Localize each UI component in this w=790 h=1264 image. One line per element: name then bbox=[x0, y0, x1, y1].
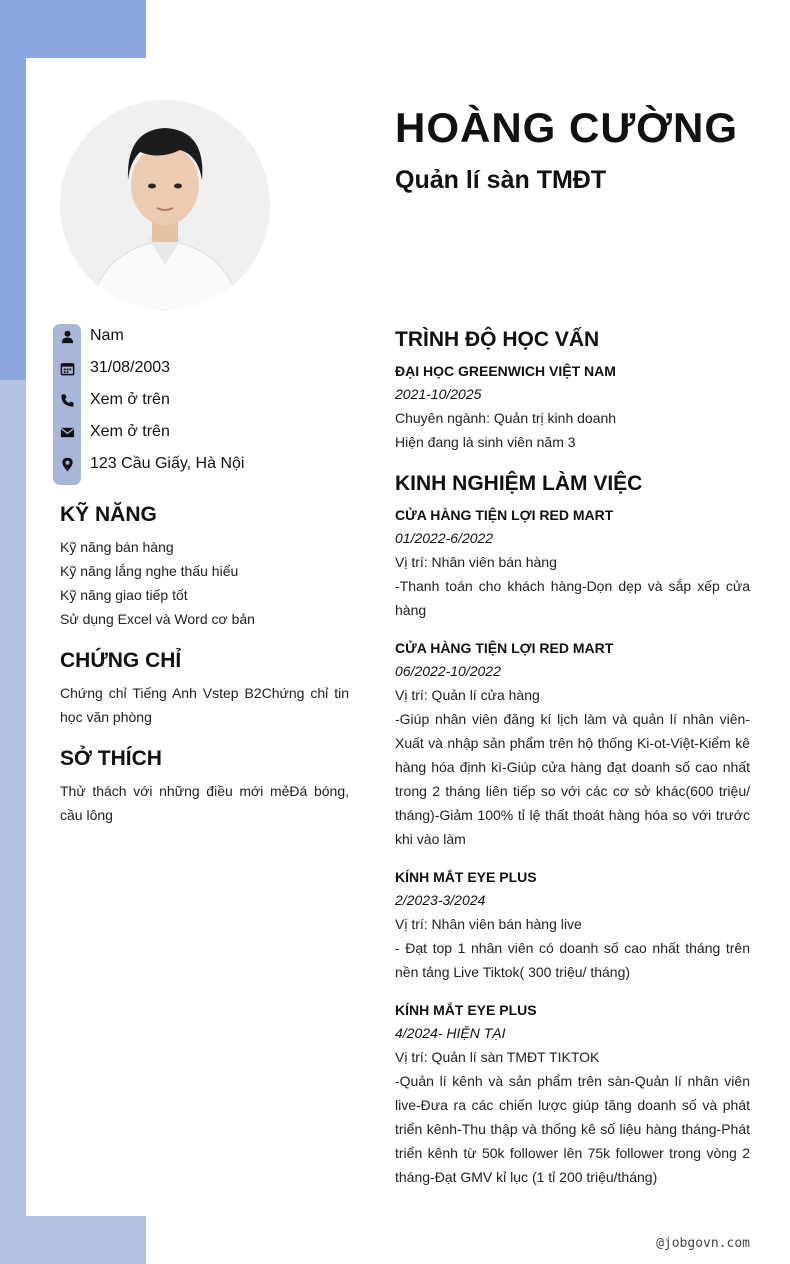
contact-phone bbox=[53, 384, 170, 416]
contact-address bbox=[53, 448, 244, 480]
job-period: 06/2022-10/2022 bbox=[395, 663, 501, 679]
job-company: KÍNH MẮT EYE PLUS bbox=[395, 1002, 537, 1018]
contact-birthdate bbox=[53, 352, 170, 384]
profile-photo bbox=[60, 100, 270, 310]
school-name: ĐẠI HỌC GREENWICH VIỆT NAM bbox=[395, 363, 616, 379]
skill-item: Kỹ năng giao tiếp tốt bbox=[60, 587, 188, 603]
education-period: 2021-10/2025 bbox=[395, 386, 482, 402]
job-details: -Quản lí kênh và sản phẩm trên sàn-Quản lí nhân viên live-Đưa ra các chiến lược giúp tăng doanh số và phát triển kênh-Thu thập và thống kê số liệu hàng tháng-Phát triển kênh từ 50k follower lên 75k follower trong vòng 2 tháng-Đạt GMV kỉ lục (1 tỉ 200 triệu/tháng) bbox=[395, 1073, 750, 1185]
phone-text: Xem ở trên bbox=[90, 391, 170, 408]
location-pin-icon bbox=[53, 457, 81, 472]
hobbies-text: Thử thách với những điều mới mẻĐá bóng, cầu lông bbox=[60, 783, 349, 823]
calendar-icon bbox=[53, 361, 81, 376]
watermark: @jobgovn.com bbox=[656, 1236, 750, 1251]
education-heading: TRÌNH ĐỘ HỌC VẤN bbox=[395, 328, 600, 351]
skill-item: Kỹ năng lắng nghe thấu hiểu bbox=[60, 563, 239, 579]
skill-item: Kỹ năng bán hàng bbox=[60, 539, 174, 555]
job-title: Quản lí sàn TMĐT bbox=[395, 166, 607, 194]
contact-email bbox=[53, 416, 170, 448]
experience-heading: KINH NGHIỆM LÀM VIỆC bbox=[395, 472, 643, 495]
job-details: -Giúp nhân viên đăng kí lịch làm và quản lí nhân viên-Xuất và nhập sản phẩm trên hộ thống Ki-ot-Việt-Kiểm kê hàng hóa định kì-Giúp cửa hàng đạt doanh số cao nhất trong 2 tháng liên tiếp so với các cơ sở khác(600 triệu/ tháng)-Giảm 100% tỉ lệ thất thoát hàng hóa so với trước khi vào làm bbox=[395, 711, 750, 847]
person-icon bbox=[53, 329, 81, 344]
certificates-heading: CHỨNG CHỈ bbox=[60, 649, 182, 672]
job-details: - Đạt top 1 nhân viên có doanh số cao nhất tháng trên nền tảng Live Tiktok( 300 triệu/ tháng) bbox=[395, 940, 750, 980]
address-text: 123 Cầu Giấy, Hà Nội bbox=[90, 455, 245, 472]
phone-icon bbox=[53, 393, 81, 408]
job-position: Vị trí: Nhân viên bán hàng bbox=[395, 554, 557, 570]
skills-heading: KỸ NĂNG bbox=[60, 503, 157, 526]
job-company: CỬA HÀNG TIỆN LỢI RED MART bbox=[395, 507, 614, 523]
email-icon bbox=[53, 425, 81, 440]
education-major: Chuyên ngành: Quản trị kinh doanh bbox=[395, 410, 617, 426]
gender-text: Nam bbox=[90, 327, 124, 344]
job-period: 2/2023-3/2024 bbox=[395, 892, 486, 908]
job-company: KÍNH MẮT EYE PLUS bbox=[395, 869, 537, 885]
job-position: Vị trí: Quản lí sàn TMĐT TIKTOK bbox=[395, 1049, 600, 1065]
birthdate-text: 31/08/2003 bbox=[90, 359, 171, 376]
job-details: -Thanh toán cho khách hàng-Dọn dẹp và sắp xếp cửa hàng bbox=[395, 578, 750, 618]
job-position: Vị trí: Nhân viên bán hàng live bbox=[395, 916, 582, 932]
hobbies-heading: SỞ THÍCH bbox=[60, 747, 162, 770]
job-period: 01/2022-6/2022 bbox=[395, 530, 494, 546]
job-position: Vị trí: Quản lí cửa hàng bbox=[395, 687, 540, 703]
education-status: Hiện đang là sinh viên năm 3 bbox=[395, 434, 576, 450]
job-company: CỬA HÀNG TIỆN LỢI RED MART bbox=[395, 640, 614, 656]
job-period: 4/2024- HIỆN TẠI bbox=[395, 1025, 506, 1041]
email-text: Xem ở trên bbox=[90, 423, 170, 440]
skill-item: Sử dụng Excel và Word cơ bản bbox=[60, 611, 255, 627]
candidate-name: HOÀNG CƯỜNG bbox=[395, 104, 739, 151]
certificates-text: Chứng chỉ Tiếng Anh Vstep B2Chứng chỉ tin học văn phòng bbox=[60, 685, 349, 725]
contact-gender bbox=[53, 320, 124, 352]
